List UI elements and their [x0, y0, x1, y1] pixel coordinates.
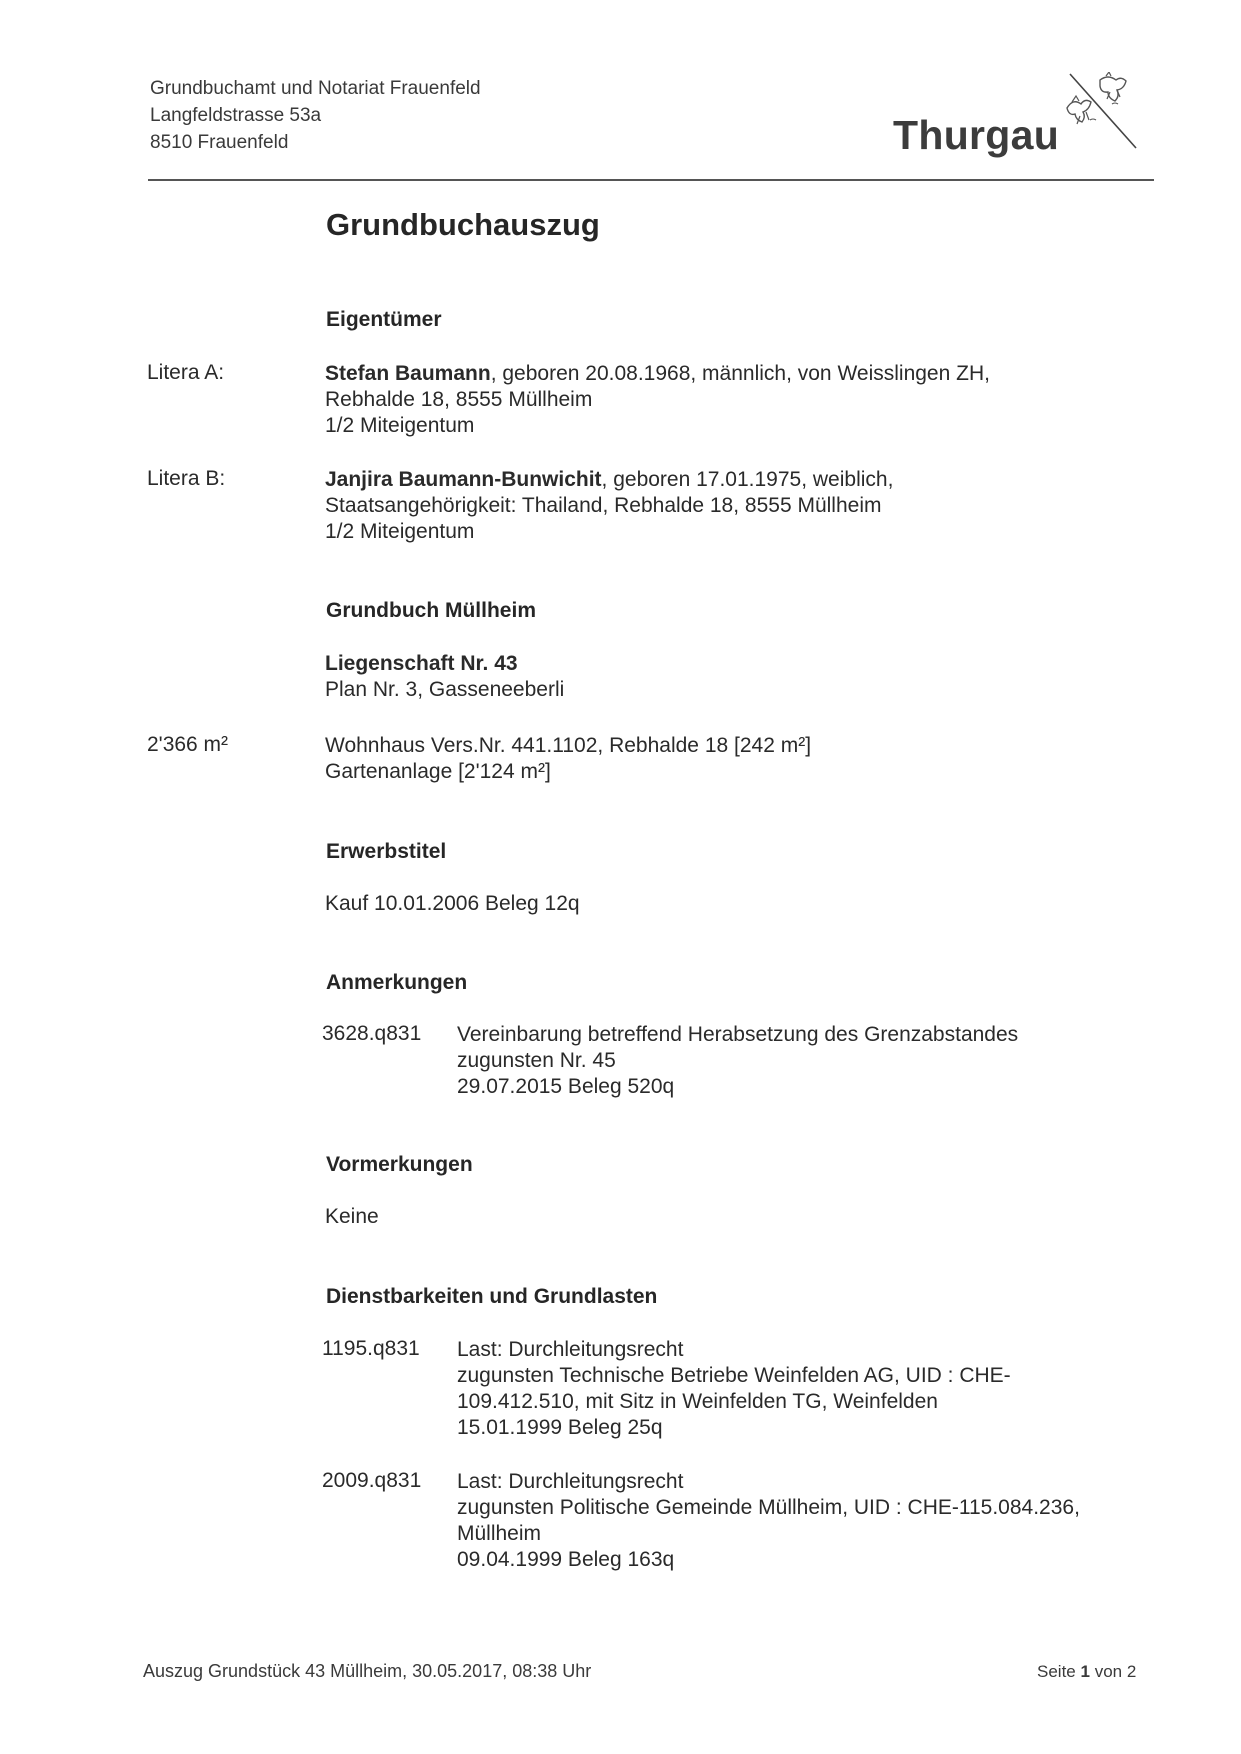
dienstbarkeit-entry: [457, 1469, 1080, 1573]
area-building: Wohnhaus Vers.Nr. 441.1102, Rebhalde 18 [242 m²]: [325, 734, 812, 757]
office-city: 8510 Frauenfeld: [150, 132, 289, 153]
dienstbarkeit-code: 1195.q831: [322, 1337, 420, 1360]
plan-info: Plan Nr. 3, Gasseneeberli: [325, 678, 565, 701]
area-garden: Gartenanlage [2'124 m²]: [325, 760, 551, 783]
vormerkungen-heading: Vormerkungen: [326, 1153, 473, 1176]
dienstbarkeit-line: zugunsten Politische Gemeinde Müllheim, UID : CHE-115.084.236,: [457, 1496, 1080, 1519]
office-street: Langfeldstrasse 53a: [150, 105, 322, 126]
liegenschaft-number: Liegenschaft Nr. 43: [325, 652, 518, 675]
area-label: 2'366 m²: [147, 733, 229, 756]
page-number: 1: [1080, 1662, 1090, 1681]
dienstbarkeit-line: Müllheim: [457, 1522, 542, 1545]
anmerkung-code: 3628.q831: [322, 1022, 422, 1045]
thurgau-logo-text: Thurgau: [893, 112, 1060, 158]
dienstbarkeit-line: 15.01.1999 Beleg 25q: [457, 1416, 663, 1439]
page-mid: von: [1094, 1662, 1123, 1681]
owner-b-details: [325, 467, 893, 545]
vormerkungen-text: Keine: [325, 1205, 379, 1228]
grundbuch-heading: Grundbuch Müllheim: [326, 599, 536, 622]
dienstbarkeit-line: Last: Durchleitungsrecht: [457, 1470, 684, 1493]
anmerkung-entry: [457, 1022, 1018, 1100]
area-details: [325, 733, 811, 785]
page-total: 2: [1126, 1662, 1137, 1681]
page-indicator: [1037, 1662, 1136, 1682]
office-name: Grundbuchamt und Notariat Frauenfeld: [150, 78, 481, 99]
erwerbstitel-text: Kauf 10.01.2006 Beleg 12q: [325, 892, 580, 915]
dienstbarkeit-line: 09.04.1999 Beleg 163q: [457, 1548, 675, 1571]
owners-heading: Eigentümer: [326, 308, 442, 331]
dienstbarkeit-line: 109.412.510, mit Sitz in Weinfelden TG, Weinfelden: [457, 1390, 938, 1413]
owner-a-birth: , geboren 20.08.1968, männlich, von Weisslingen ZH,: [490, 362, 990, 385]
erwerbstitel-heading: Erwerbstitel: [326, 840, 447, 863]
owner-a-label: Litera A:: [147, 361, 225, 384]
dienstbarkeiten-heading: Dienstbarkeiten und Grundlasten: [326, 1285, 658, 1308]
footer-extract-info: Auszug Grundstück 43 Müllheim, 30.05.2017, 08:38 Uhr: [143, 1661, 592, 1681]
owner-a-name: Stefan Baumann: [325, 362, 491, 385]
liegenschaft-block: [325, 651, 564, 703]
dienstbarkeit-code: 2009.q831: [322, 1469, 422, 1492]
owner-a-share: 1/2 Miteigentum: [325, 414, 475, 437]
owner-b-label: Litera B:: [147, 467, 226, 490]
page-prefix: Seite: [1037, 1662, 1076, 1681]
anmerkung-line: zugunsten Nr. 45: [457, 1049, 616, 1072]
dienstbarkeit-entry: [457, 1337, 1011, 1441]
owner-b-birth: , geboren 17.01.1975, weiblich,: [601, 468, 894, 491]
thurgau-coat-of-arms-icon: [1060, 72, 1142, 157]
owner-a-details: [325, 361, 990, 439]
anmerkung-line: Vereinbarung betreffend Herabsetzung des Grenzabstandes: [457, 1023, 1019, 1046]
document-title: Grundbuchauszug: [326, 207, 600, 242]
letterhead-address: [150, 75, 481, 156]
anmerkungen-heading: Anmerkungen: [326, 971, 468, 994]
owner-b-address: Staatsangehörigkeit: Thailand, Rebhalde 18, 8555 Müllheim: [325, 494, 882, 517]
owner-b-name: Janjira Baumann-Bunwichit: [325, 468, 602, 491]
owner-b-share: 1/2 Miteigentum: [325, 520, 475, 543]
header-divider: [148, 179, 1154, 181]
dienstbarkeit-line: zugunsten Technische Betriebe Weinfelden AG, UID : CHE-: [457, 1364, 1011, 1387]
dienstbarkeit-line: Last: Durchleitungsrecht: [457, 1338, 684, 1361]
anmerkung-line: 29.07.2015 Beleg 520q: [457, 1075, 675, 1098]
owner-a-address: Rebhalde 18, 8555 Müllheim: [325, 388, 593, 411]
